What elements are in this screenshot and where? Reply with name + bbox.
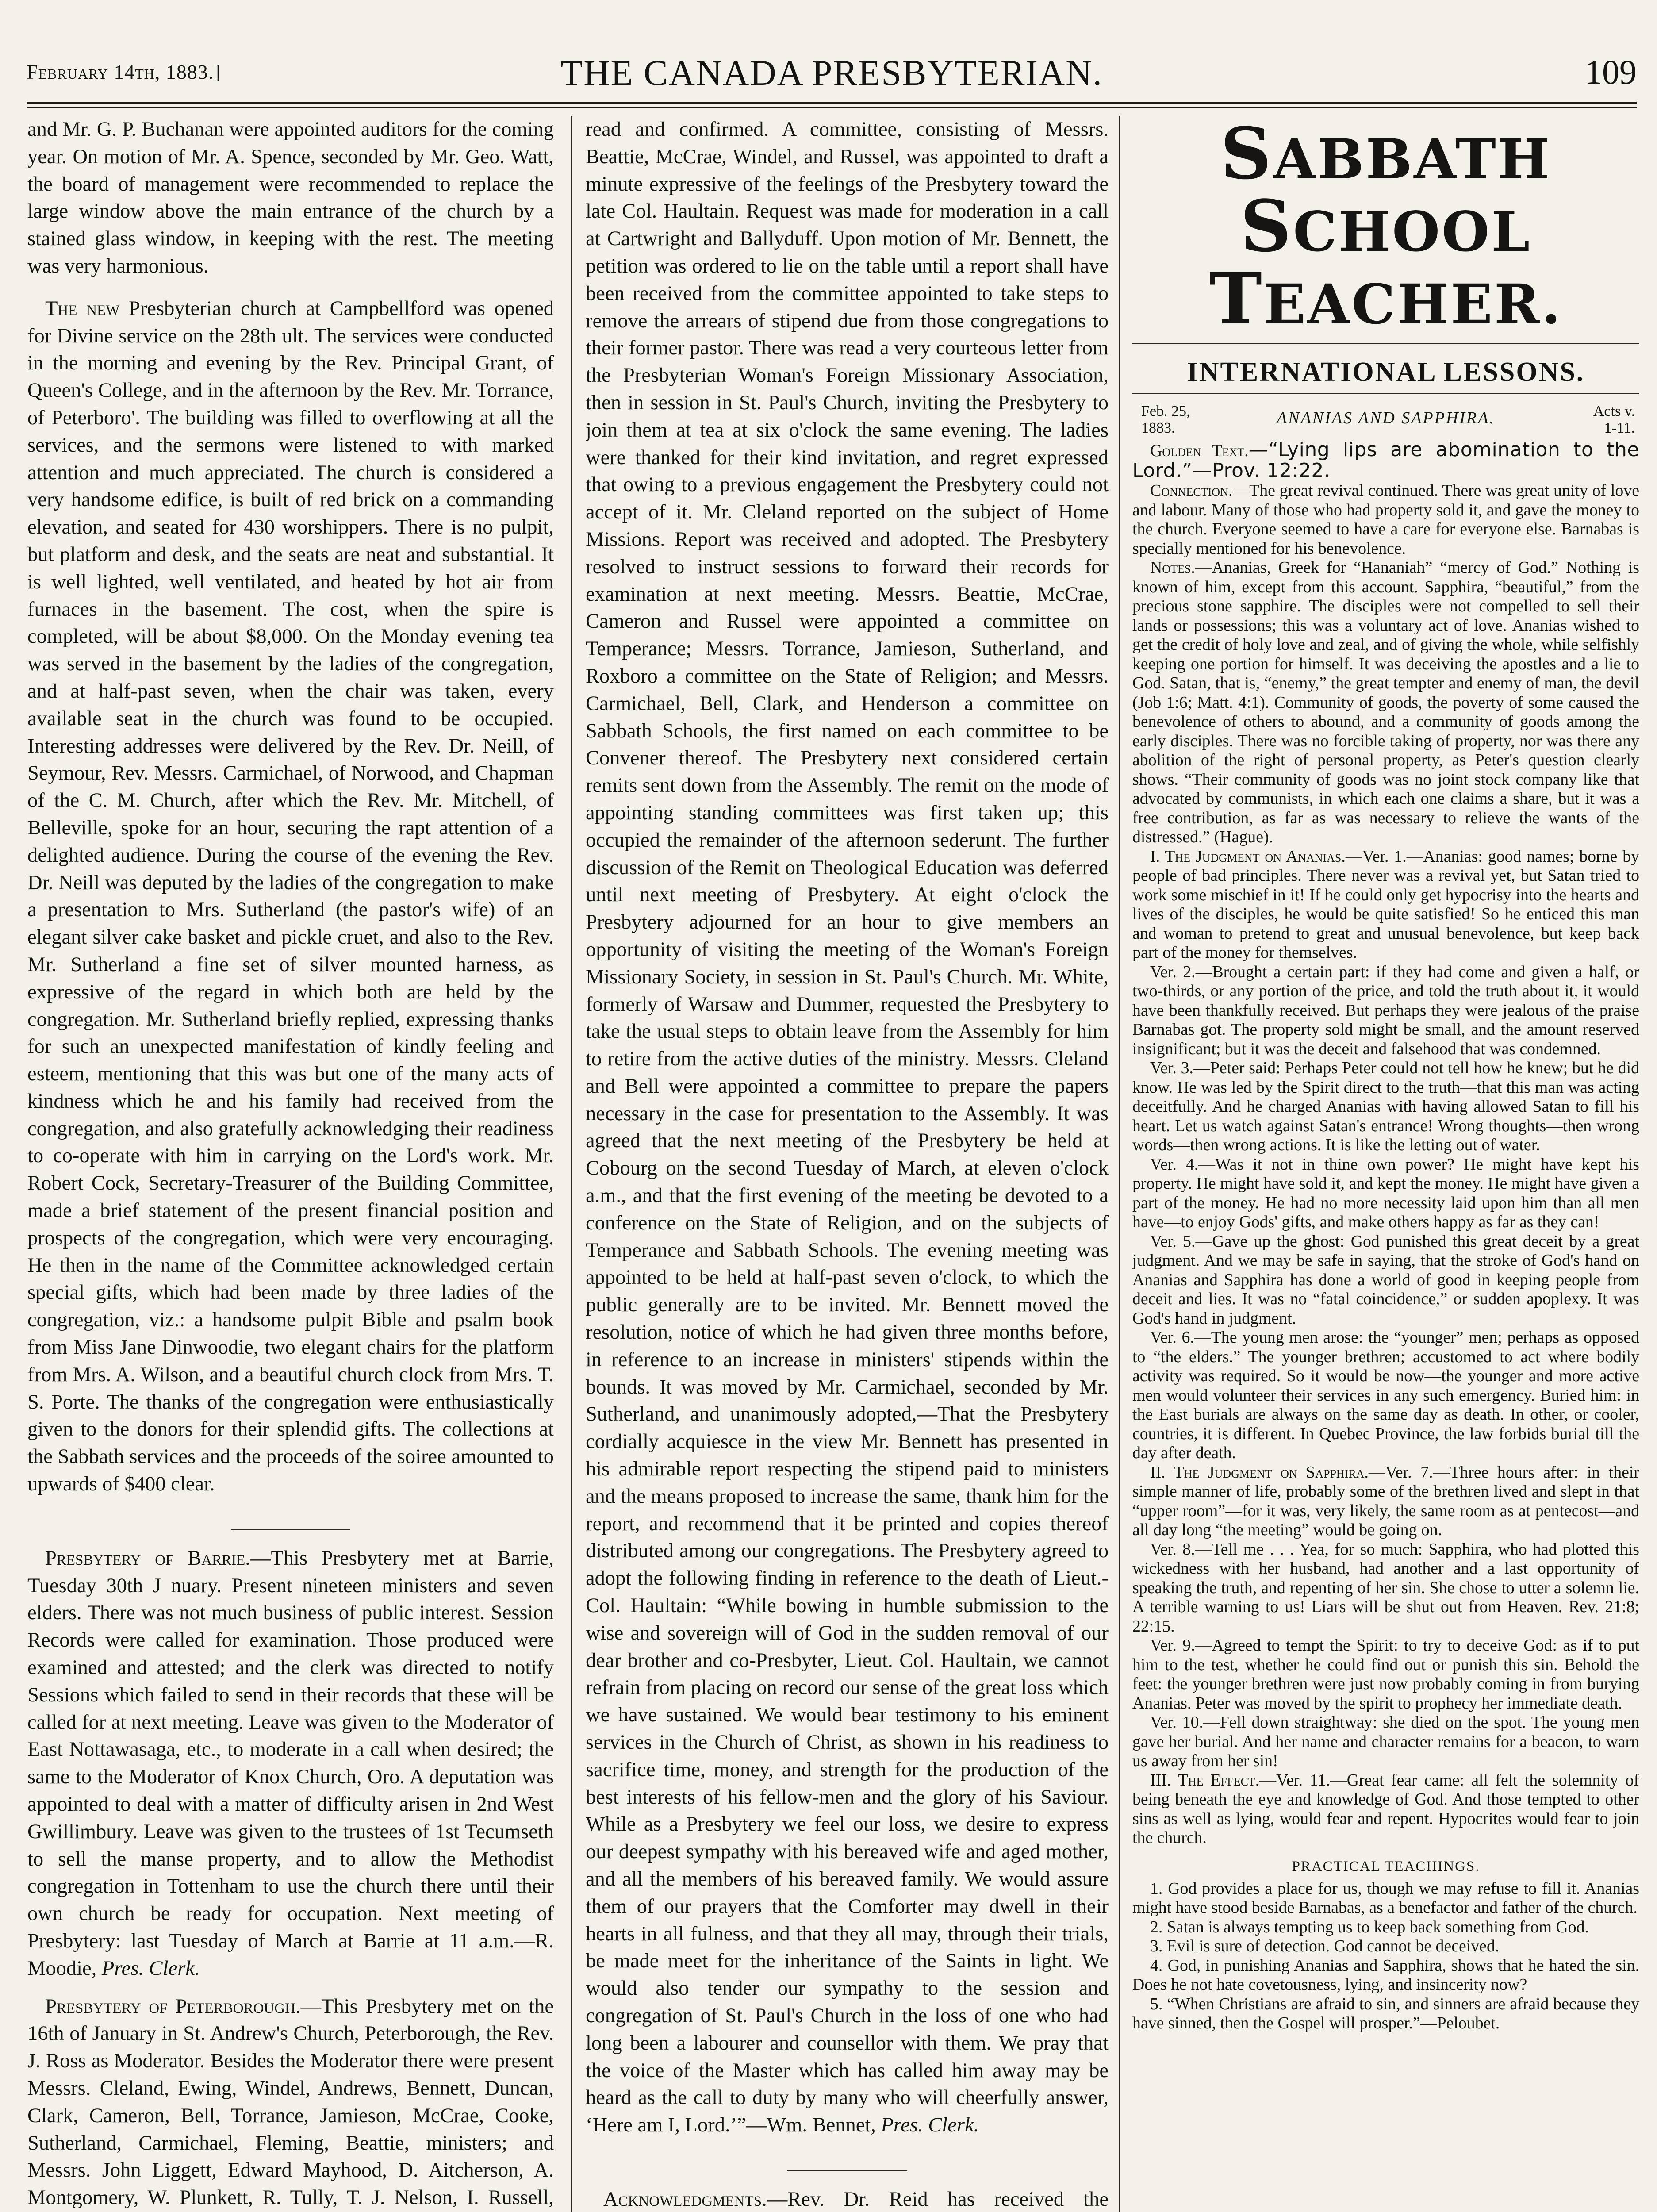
international-lessons-heading: INTERNATIONAL LESSONS. xyxy=(1187,357,1585,387)
verse-2-note: Ver. 2.—Brought a certain part: if they had come and given a half, or two-thirds, or any portion of the price, and told the truth about it, it would have been thankfully received. But perhaps they were jealous of the praise Barnabas got. The property sold might be small, and the amount reserved insignificant; but it was the deceit and falsehood that was condemned. xyxy=(1132,962,1639,1058)
golden-text-lead: Golden Text. xyxy=(1150,442,1249,460)
judgment-on-ananias: I. The Judgment on Ananias.—Ver. 1.—Ananias: good names; borne by people of bad principles. There never was a revival yet, but Satan tried to work some mischief in it! If he could only get hypocrisy into the hearts and lives of the disciples, he would be quite satisfied! So he enticed this man and woman to pretend to great and unusual benevolence, but keep back part of the money for themselves. xyxy=(1132,847,1639,962)
verse-4-note: Ver. 4.—Was it not in thine own power? He might have kept his property. He might have sold it, and kept the money. He might have given a part of the money. He had no more necessity laid upon him than all men have—to enjoy Gods' gifts, and make others happy as far as they can! xyxy=(1132,1155,1639,1231)
column-2 xyxy=(586,116,1109,2212)
subheading-rule xyxy=(1132,393,1639,394)
golden-text-body: —“Lying lips are abomination to the Lord.”—Prov. 12:22. xyxy=(1132,438,1639,482)
lesson-date: Feb. 25, 1883. xyxy=(1141,403,1190,436)
acknowledgments-text: —Rev. Dr. Reid has received the xyxy=(767,2188,1109,2211)
verse-5-note: Ver. 5.—Gave up the ghost: God punished this great deceit by a great judgment. And we may be safe in saying, that the stroke of God's hand on Ananias and Sapphira has done a world of good in keeping people from deceit and lies. It was no “fatal coincidence,” or sudden apoplexy. It was God's hand in judgment. xyxy=(1132,1232,1639,1328)
column-divider-2 xyxy=(1119,116,1120,2212)
notes-paragraph: Notes.—Ananias, Greek for “Hananiah” “mercy of God.” Nothing is known of him, except from this account. Sapphira, “beautiful,” from the precious stone sapphire. The disciples were not compelled to sell their lands or possessions; this was a voluntary act of love. Ananias wished to get the credit of holy love and zeal, and of giving the whole, while selfishly keeping one portion for himself. It was deceiving the apostles and a lie to God. Satan, that is, “enemy,” the great tempter and enemy of man, the devil (Job 1:6; Matt. 4:1). Community of goods, the poverty of some caused the benevolence of others to abound, and a community of goods among the early disciples. There was no forcible taking of property, nor was there any abolition of the right of personal property, as Peter's question clearly shows. “Their community of goods was no joint stock company like that advocated by communists, in which each one claims a share, but it was a free contribution, as far as was necessary to relieve the wants of the distressed.” (Hague). xyxy=(1132,558,1639,846)
golden-text xyxy=(1132,440,1639,481)
page-number: 109 xyxy=(1585,53,1637,91)
issue-date: February 14th, 1883.] xyxy=(27,61,221,83)
practical-teachings-heading: PRACTICAL TEACHINGS. xyxy=(1292,1858,1480,1874)
verse-8-note: Ver. 8.—Tell me . . . Yea, for so much: Sapphira, who had plotted this wickedness with her husband, had another and a last opportunity of speaking the truth, and repenting of her sin. She chose to utter a solemn lie. A terrible warning to us! Liars will be shut out from Heaven. Rev. 21:8; 22:15. xyxy=(1132,1540,1639,1636)
header-rule-thick xyxy=(27,102,1637,104)
masthead-bar xyxy=(27,52,1637,105)
acknowledgments-paragraph xyxy=(586,2186,1109,2212)
lesson-reference: Acts v. 1-11. xyxy=(1593,403,1635,436)
campbellford-text: Presbyterian church at Campbellford was opened for Divine service on the 28th ult. The services were conducted in the morning and evening by the Rev. Principal Grant, of Queen's College, and in the afternoon by the Rev. Mr. Torrance, of Peterboro'. The building was filled to overflowing at all the services, and the sermons were listened to with marked attention and much appreciated. The church is considered a very handsome edifice, is built of red brick on a commanding elevation, and seated for 430 worshippers. There is no pulpit, but platform and desk, and the seats are neat and substantial. It is well lighted, well ventilated, and heated by hot air from furnaces in the basement. The cost, when the spire is completed, will be about $8,000. On the Monday evening tea was served in the basement by the ladies of the congregation, and at half-past seven, when the chair was taken, every available seat in the church was found to be occupied. Interesting addresses were delivered by the Rev. Dr. Neill, of Seymour, Rev. Messrs. Carmichael, of Norwood, and Chapman of the C. M. Church, after which the Rev. Mr. Mitchell, of Belleville, spoke for an hour, securing the rapt attention of a delighted audience. During the course of the evening the Rev. Dr. Neill was deputed by the ladies of the congregation to make a presentation to Mrs. Sutherland (the pastor's wife) of an elegant silver cake basket and pickle cruet, and also to the Rev. Mr. Sutherland a fine set of silver mounted harness, as expressive of the regard in which both are held by the congregation. Mr. Sutherland briefly replied, expressing thanks for such an unexpected manifestation of kindly feeling and esteem, mentioning that this was but one of the many acts of kindness which he and his family had received from the congregation, and also gratefully acknowledging their readiness to co-operate with him in carrying on the Lord's work. Mr. Robert Cock, Secretary-Treasurer of the Building Committee, made a brief statement of the present financial position and prospects of the congregation, which were very encouraging. He then in the name of the Committee acknowledged certain special gifts, which had been made by three ladies of the congregation, viz.: a handsome pulpit Bible and psalm book from Miss Jane Dinwoodie, two elegant chairs for the platform from Mrs. A. Wilson, and a beautiful church clock from Mrs. T. S. Porte. The thanks of the congregation were enthusiastically given to the donors for their splendid gifts. The collections at the Sabbath services and the proceeds of the soiree amounted to upwards of $400 clear. xyxy=(27,297,554,1496)
sabbath-school-teacher-heading: SABBATH SCHOOL TEACHER. xyxy=(1209,116,1563,340)
newspaper-title: THE CANADA PRESBYTERIAN. xyxy=(560,53,1103,93)
teaching-4: 4. God, in punishing Ananias and Sapphira, shows that he hated the sin. Does he not hate covetousness, lying, and insincerity now? xyxy=(1132,1956,1639,1994)
barrie-paragraph xyxy=(27,1545,554,1982)
verse-3-note: Ver. 3.—Peter said: Perhaps Peter could not tell how he knew; but he did know. He was led by the Spirit direct to the truth—that this man was acting deceitfully. And he charged Ananias with having allowed Satan to fill his heart. Let us watch against Satan's entrance! Wrong thoughts—then wrong words—then wrong actions. It is like the letting out of water. xyxy=(1132,1059,1639,1154)
verse-6-note: Ver. 6.—The young men arose: the “younger” men; perhaps as opposed to “the elders.” The younger brethren; accustomed to act where bodily activity was required. So it would be now—the younger and more active men would volunteer their services in any such emergency. Buried him: in the East burials are always on the same day as death. In other, or cooler, countries, it is different. In Quebec Province, the law forbids burial till the day after death. xyxy=(1132,1328,1639,1462)
lesson-header xyxy=(1132,399,1639,440)
teaching-2: 2. Satan is always tempting us to keep back something from God. xyxy=(1150,1917,1589,1936)
presbytery-continued-text: read and confirmed. A committee, consisting of Messrs. Beattie, McCrae, Windel, and Russel, was appointed to draft a minute expressive of the feelings of the Presbytery toward the late Col. Haultain. Request was made for moderation in a call at Cartwright and Ballyduff. Upon motion of Mr. Bennett, the petition was ordered to lie on the table until a report shall have been received from the committee appointed to take steps to remove the arrears of stipend due from those congregations to their former pastor. There was read a very courteous letter from the Presbyterian Woman's Foreign Missionary Association, then in session in St. Paul's Church, inviting the Presbytery to join them at tea at six o'clock the same evening. The ladies were thanked for their kind invitation, and regret expressed that owing to a previous engagement the Presbytery could not accept of it. Mr. Cleland reported on the subject of Home Missions. Report was received and adopted. The Presbytery resolved to instruct sessions to forward their records for examination at next meeting. Messrs. Beattie, McCrae, Cameron and Russel were appointed a committee on Temperance; Messrs. Torrance, Jamieson, Sutherland, and Roxboro a committee on the State of Religion; and Messrs. Carmichael, Bell, Clark, and Henderson a committee on Sabbath Schools, the first named on each committee to be Convener thereof. The Presbytery next considered certain remits sent down from the Assembly. The remit on the mode of appointing standing committees was first taken up; this occupied the remainder of the afternoon sederunt. The further discussion of the Remit on Theological Education was deferred until next meeting of Presbytery. At eight o'clock the Presbytery adjourned for an hour to give members an opportunity of visiting the meeting of the Woman's Foreign Missionary Society, in session in St. Paul's Church. Mr. White, formerly of Warsaw and Dummer, requested the Presbytery to take the usual steps to obtain leave from the Assembly for him to retire from the active duties of the ministry. Messrs. Cleland and Bell were appointed a committee to prepare the papers necessary in the case for presentation to the Assembly. It was agreed that the next meeting of the Presbytery be held at Cobourg on the second Tuesday of March, at eleven o'clock a.m., and that the first evening of the meeting be devoted to a conference on the State of Religion, and on the subjects of Temperance and Sabbath Schools. The evening meeting was appointed to be held at half-past seven o'clock, to which the public generally are to be invited. Mr. Bennett moved the resolution, notice of which he had given three months before, in reference to an increase in ministers' stipends within the bounds. It was moved by Mr. Carmichael, seconded by Mr. Sutherland, and unanimously adopted,—That the Presbytery cordially acquiesce in the view Mr. Bennett has presented in his admirable report respecting the stipend paid to ministers and the means proposed to increase the same, thank him for the report, and recommend that it be printed and copies thereof distributed among our congregations. The Presbytery agreed to adopt the following finding in reference to the death of Lieut.-Col. Haultain: “While bowing in humble submission to the wise and sovereign will of God in the sudden removal of our dear brother and co-Presbyter, Lieut. Col. Haultain, we cannot refrain from placing on record our sense of the great loss which we have sustained. We would bear testimony to his eminent services in the Church of Christ, as shown in his readiness to sacrifice time, money, and strength for the production of the best interests of his fellow-men and the glory of his Saviour. While as a Presbytery we feel our loss, we desire to express our deepest sympathy with his bereaved wife and aged mother, and all the members of his bereaved family. We would assure them of our prayers that the Comforter may dwell in their hearts in all fulness, and that they all may, through their trials, be made meet for the inheritance of the Saints in light. We would also tender our sympathy to the session and congregation of St. Paul's Church in the loss of one who had long been a labourer and counsellor with them. We pray that the voice of the Master which has called him away may be heard as the call to duty by many who will cheerfully answer, ‘Here am I, Lord.’”—Wm. Bennet, xyxy=(586,118,1109,2137)
heading-rule xyxy=(1132,343,1639,344)
barrie-lead: Presbytery of Barrie. xyxy=(45,1547,250,1570)
judgment-on-sapphira: II. The Judgment on Sapphira.—Ver. 7.—Three hours after: in their simple manner of life, probably some of the brethren lived and slept in that “upper room”—for it was, very likely, the same room as at pentecost—and all day long “the meeting” would be going on. xyxy=(1132,1463,1639,1539)
peterborough-lead: Presbytery of Peterborough. xyxy=(45,1995,301,2018)
teaching-5: 5. “When Christians are afraid to sin, and sinners are afraid because they have sinned, then the Gospel will prosper.”—Peloubet. xyxy=(1132,1994,1639,2032)
peterborough-paragraph xyxy=(27,1993,554,2212)
campbellford-lead: The new xyxy=(45,297,120,320)
teaching-3: 3. Evil is sure of detection. God cannot be deceived. xyxy=(1150,1937,1500,1955)
column-3 xyxy=(1132,116,1639,2212)
barrie-text: —This Presbytery met at Barrie, Tuesday 30th J nuary. Present nineteen ministers and seven elders. There was not much business of public interest. Session Records were called for examination. Those produced were examined and attested; and the clerk was directed to notify Sessions which failed to send in their records that these will be called for at next meeting. Leave was given to the Moderator of East Nottawasaga, etc., to moderate in a call when desired; the same to the Moderator of Knox Church, Oro. A deputation was appointed to deal with a matter of difficulty arisen in 2nd West Gwillimbury. Leave was given to the trustees of 1st Tecumseth to sell the manse property, and to allow the Methodist congregation in Tottenham to use the church there until their own church be ready for occupation. Next meeting of Presbytery: last Tuesday of March at Barrie at 11 a.m.—R. Moodie, xyxy=(27,1547,554,1980)
campbellford-paragraph xyxy=(27,295,554,1498)
verse-10-note: Ver. 10.—Fell down straightway: she died on the spot. The young men gave her burial. And her name and character remains for a beacon, to warn us away from her sin! xyxy=(1132,1713,1639,1770)
column-divider-1 xyxy=(571,116,572,2212)
barrie-signature: Pres. Clerk. xyxy=(101,1957,200,1980)
connection-paragraph: Connection.—The great revival continued. There was great unity of love and labour. Many of those who had property sold it, and gave the money to the church. Everyone seemed to have a care for everyone else. Barnabas is specially mentioned for his benevolence. xyxy=(1132,481,1639,558)
presbytery-continued-paragraph xyxy=(586,116,1109,2139)
peterborough-text: —This Presbytery met on the 16th of January in St. Andrew's Church, Peterborough, the Rev. J. Ross as Moderator. Besides the Moderator there were present Messrs. Cleland, Ewing, Windel, Andrews, Bennett, Duncan, Clark, Cameron, Bell, Torrance, Jamieson, McCrae, Cooke, Sutherland, Carmichael, Fleming, Beattie, ministers; and Messrs. John Liggett, Edward Mayhood, D. Aitcherson, A. Montgomery, W. Plunkett, R. Tully, T. J. Nelson, I. Russell, xyxy=(27,1995,554,2209)
auditors-paragraph: and Mr. G. P. Buchanan were appointed auditors for the coming year. On motion of Mr. A. Spence, seconded by Mr. Geo. Watt, the board of management were recommended to replace the large window above the main entrance of the church by a stained glass window, in keeping with the rest. The meeting was very harmonious. xyxy=(27,118,554,277)
the-effect: III. The Effect.—Ver. 11.—Great fear came: all felt the solemnity of being beneath the eye and knowledge of God. And those tempted to other sins as well as lying, would fear and repent. Hypocrites would fear to join the church. xyxy=(1132,1770,1639,1847)
verse-9-note: Ver. 9.—Agreed to tempt the Spirit: to try to deceive God: as if to put him to the test, whether he could find out or punish this sin. Behold the feet: the younger brethren were just now probably coming in from burying Ananias. Peter was moved by the spirit to prophecy her immediate death. xyxy=(1132,1636,1639,1713)
column-1 xyxy=(27,116,554,2212)
teaching-1: 1. God provides a place for us, though we may refuse to fill it. Ananias might have stood beside Barnabas, as a benefactor and father of the church. xyxy=(1132,1879,1639,1917)
bennet-signature: Pres. Clerk. xyxy=(881,2114,979,2137)
acknowledgments-lead: Acknowledgments. xyxy=(603,2188,767,2211)
header-rule-thin xyxy=(27,107,1637,108)
lesson-title: ANANIAS AND SAPPHIRA. xyxy=(1277,409,1495,427)
